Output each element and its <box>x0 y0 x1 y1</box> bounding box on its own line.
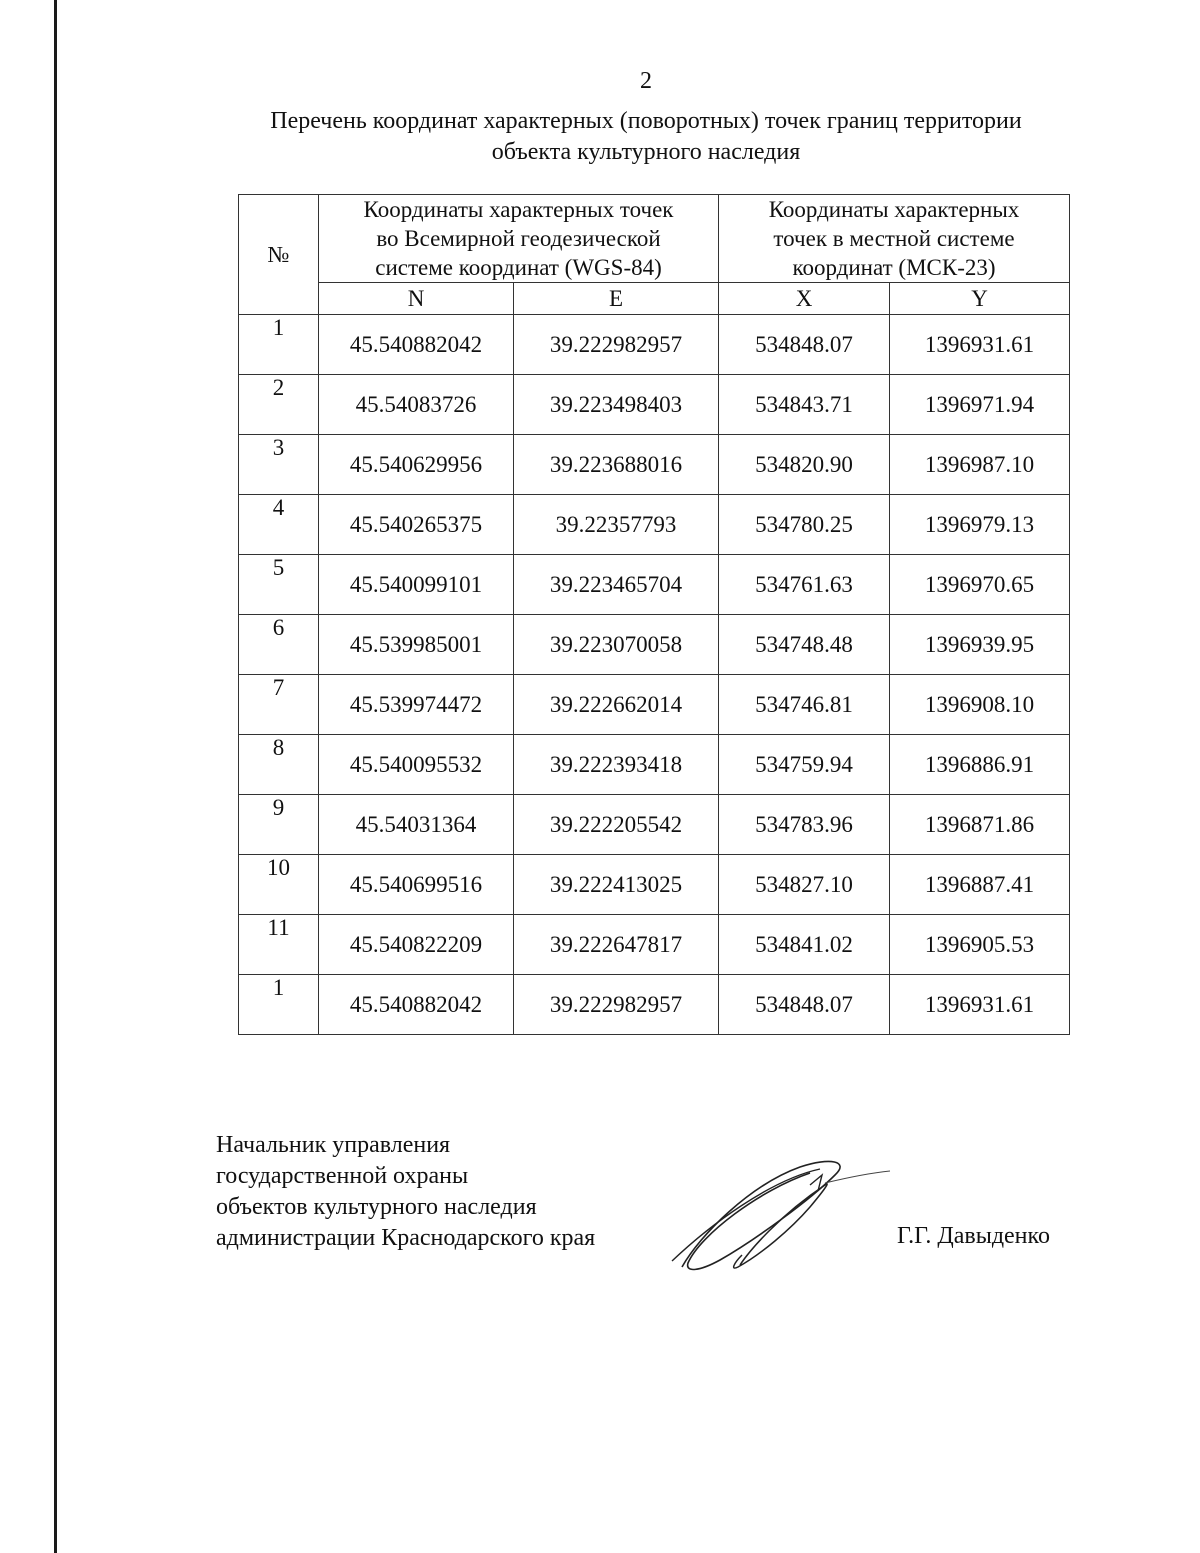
position-line-4: администрации Краснодарского края <box>216 1225 596 1251</box>
longitude-e-cell: 39.222413025 <box>514 855 719 915</box>
table-row <box>239 555 1070 615</box>
msk-y-cell: 1396939.95 <box>890 615 1070 675</box>
title-line-1: Перечень координат характерных (поворотных) точек границ территории <box>270 108 1022 134</box>
latitude-n-cell: 45.540882042 <box>319 975 514 1035</box>
msk-x-cell: 534748.48 <box>719 615 890 675</box>
signatory-position <box>216 1130 595 1254</box>
title-line-2: объекта культурного наследия <box>491 139 801 165</box>
longitude-e-cell: 39.222393418 <box>514 735 719 795</box>
coordinates-table <box>238 194 1070 1035</box>
table-row <box>239 435 1070 495</box>
longitude-e-cell: 39.222662014 <box>514 675 719 735</box>
longitude-e-cell: 39.223498403 <box>514 375 719 435</box>
msk-header-line-3: координат (МСК-23) <box>792 255 996 280</box>
point-number-cell: 1 <box>239 315 319 375</box>
point-number-cell: 3 <box>239 435 319 495</box>
point-number-cell: 11 <box>239 915 319 975</box>
msk-x-cell: 534848.07 <box>719 975 890 1035</box>
latitude-n-cell: 45.540882042 <box>319 315 514 375</box>
position-line-2: государственной охраны <box>216 1163 469 1189</box>
column-header-e: E <box>514 283 719 315</box>
longitude-e-cell: 39.22357793 <box>514 495 719 555</box>
point-number-cell: 9 <box>239 795 319 855</box>
table-row <box>239 675 1070 735</box>
latitude-n-cell: 45.539985001 <box>319 615 514 675</box>
msk-x-cell: 534761.63 <box>719 555 890 615</box>
table-row <box>239 795 1070 855</box>
point-number-cell: 10 <box>239 855 319 915</box>
msk-x-cell: 534746.81 <box>719 675 890 735</box>
table-row <box>239 915 1070 975</box>
table-row <box>239 495 1070 555</box>
table-header-row <box>239 195 1070 283</box>
msk-y-cell: 1396971.94 <box>890 375 1070 435</box>
longitude-e-cell: 39.223688016 <box>514 435 719 495</box>
wgs-header-line-3: системе координат (WGS-84) <box>375 255 662 280</box>
msk-x-cell: 534848.07 <box>719 315 890 375</box>
latitude-n-cell: 45.539974472 <box>319 675 514 735</box>
longitude-e-cell: 39.222982957 <box>514 315 719 375</box>
msk-y-cell: 1396871.86 <box>890 795 1070 855</box>
msk-y-cell: 1396931.61 <box>890 315 1070 375</box>
signatory-name: Г.Г. Давыденко <box>897 1223 1050 1249</box>
msk-y-cell: 1396987.10 <box>890 435 1070 495</box>
point-number-cell: 8 <box>239 735 319 795</box>
point-number-cell: 2 <box>239 375 319 435</box>
document-title <box>200 106 1092 168</box>
column-header-n: N <box>319 283 514 315</box>
msk-x-cell: 534820.90 <box>719 435 890 495</box>
table-row <box>239 315 1070 375</box>
column-group-wgs84 <box>319 195 719 283</box>
longitude-e-cell: 39.223070058 <box>514 615 719 675</box>
longitude-e-cell: 39.222982957 <box>514 975 719 1035</box>
longitude-e-cell: 39.222647817 <box>514 915 719 975</box>
point-number-cell: 4 <box>239 495 319 555</box>
column-header-number: № <box>239 195 319 315</box>
column-header-y: Y <box>890 283 1070 315</box>
msk-y-cell: 1396886.91 <box>890 735 1070 795</box>
msk-x-cell: 534759.94 <box>719 735 890 795</box>
point-number-cell: 1 <box>239 975 319 1035</box>
point-number-cell: 7 <box>239 675 319 735</box>
msk-x-cell: 534843.71 <box>719 375 890 435</box>
msk-header-line-1: Координаты характерных <box>768 197 1020 222</box>
msk-y-cell: 1396908.10 <box>890 675 1070 735</box>
point-number-cell: 6 <box>239 615 319 675</box>
msk-y-cell: 1396979.13 <box>890 495 1070 555</box>
latitude-n-cell: 45.54083726 <box>319 375 514 435</box>
msk-y-cell: 1396905.53 <box>890 915 1070 975</box>
latitude-n-cell: 45.540099101 <box>319 555 514 615</box>
longitude-e-cell: 39.223465704 <box>514 555 719 615</box>
position-line-1: Начальник управления <box>216 1132 451 1158</box>
latitude-n-cell: 45.540699516 <box>319 855 514 915</box>
msk-y-cell: 1396970.65 <box>890 555 1070 615</box>
latitude-n-cell: 45.540822209 <box>319 915 514 975</box>
table-row <box>239 615 1070 675</box>
table-row <box>239 735 1070 795</box>
msk-y-cell: 1396887.41 <box>890 855 1070 915</box>
page-edge-line <box>54 0 57 1553</box>
msk-x-cell: 534783.96 <box>719 795 890 855</box>
wgs-header-line-1: Координаты характерных точек <box>363 197 674 222</box>
position-line-3: объектов культурного наследия <box>216 1194 537 1220</box>
msk-x-cell: 534827.10 <box>719 855 890 915</box>
table-row <box>239 375 1070 435</box>
latitude-n-cell: 45.540629956 <box>319 435 514 495</box>
table-subheader-row <box>239 283 1070 315</box>
longitude-e-cell: 39.222205542 <box>514 795 719 855</box>
latitude-n-cell: 45.540265375 <box>319 495 514 555</box>
page-number: 2 <box>640 68 652 94</box>
latitude-n-cell: 45.540095532 <box>319 735 514 795</box>
table-row <box>239 975 1070 1035</box>
wgs-header-line-2: во Всемирной геодезической <box>376 226 661 251</box>
handwritten-signature <box>660 1155 900 1280</box>
table-row <box>239 855 1070 915</box>
column-header-x: X <box>719 283 890 315</box>
msk-x-cell: 534841.02 <box>719 915 890 975</box>
msk-header-line-2: точек в местной системе <box>773 226 1015 251</box>
latitude-n-cell: 45.54031364 <box>319 795 514 855</box>
msk-y-cell: 1396931.61 <box>890 975 1070 1035</box>
msk-x-cell: 534780.25 <box>719 495 890 555</box>
column-group-msk23 <box>719 195 1070 283</box>
point-number-cell: 5 <box>239 555 319 615</box>
